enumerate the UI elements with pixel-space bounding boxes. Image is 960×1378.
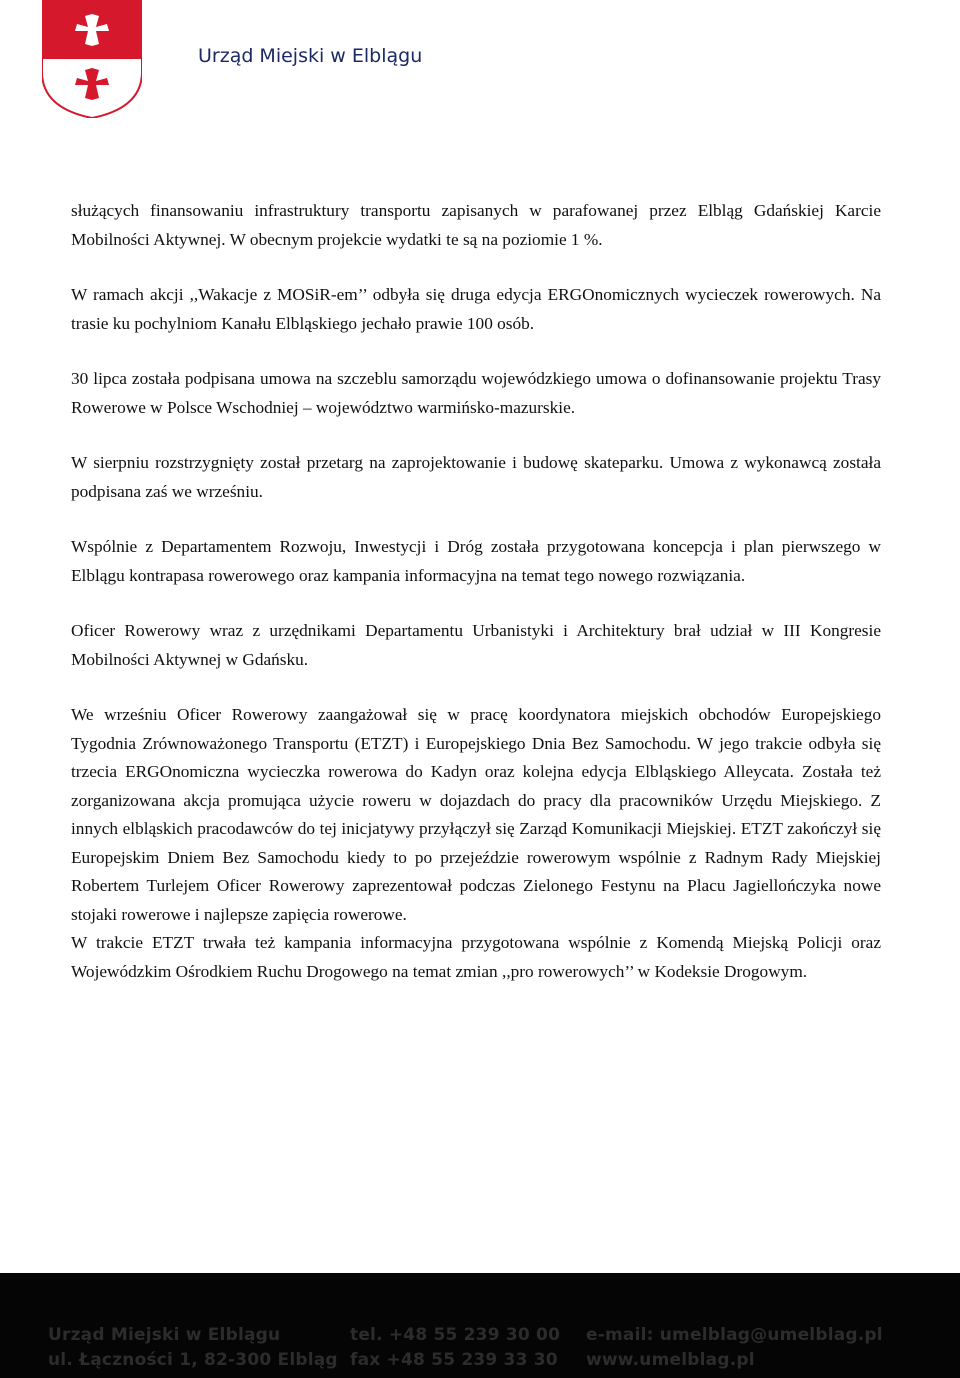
paragraph: W ramach akcji ,,Wakacje z MOSiR-em’’ odbyła się druga edycja ERGOnomicznych wycieczek rowerowych. Na trasie ku pochylniom Kanału Elbląskiego jechało prawie 100 osób. [71,285,881,333]
page-header [0,0,960,140]
document-body [71,197,881,1013]
paragraph: W sierpniu rozstrzygnięty został przetarg na zaprojektowanie i budowę skateparku. Umowa z wykonawcą została podpisana zaś we wrześniu. [71,453,881,501]
footer-phone: tel. +48 55 239 30 00 [350,1325,561,1345]
footer-org-name: Urząd Miejski w Elblągu [48,1325,281,1345]
footer-website: www.umelblag.pl [586,1350,755,1370]
footer-email: e-mail: umelblag@umelblag.pl [586,1325,883,1345]
header-org-name: Urząd Miejski w Elblągu [198,45,423,67]
footer-address: ul. Łączności 1, 82-300 Elbląg [48,1350,338,1370]
paragraph: Oficer Rowerowy wraz z urzędnikami Departamentu Urbanistyki i Architektury brał udział w III Kongresie Mobilności Aktywnej w Gdańsku. [71,621,881,669]
paragraph: służących finansowaniu infrastruktury transportu zapisanych w parafowanej przez Elbląg Gdańskiej Karcie Mobilności Aktywnej. W obecnym projekcie wydatki te są na poziomie 1 %. [71,201,881,249]
city-crest-icon [42,0,142,118]
page-footer [0,1273,960,1378]
paragraph: W trakcie ETZT trwała też kampania informacyjna przygotowana wspólnie z Komendą Miejską Policji oraz Wojewódzkim Ośrodkiem Ruchu Drogowego na temat zmian ,,pro rowerowych’’ w Kodeksie Drogowym. [71,933,881,981]
paragraph: 30 lipca została podpisana umowa na szczeblu samorządu wojewódzkiego umowa o dofinansowanie projektu Trasy Rowerowe w Polsce Wschodniej – województwo warmińsko-mazurskie. [71,369,881,417]
paragraph: Wspólnie z Departamentem Rozwoju, Inwestycji i Dróg została przygotowana koncepcja i plan pierwszego w Elblągu kontrapasa rowerowego oraz kampania informacyjna na temat tego nowego rozwiązania. [71,537,881,585]
footer-fax: fax +48 55 239 33 30 [350,1350,558,1370]
paragraph: We wrześniu Oficer Rowerowy zaangażował się w pracę koordynatora miejskich obchodów Europejskiego Tygodnia Zrównoważonego Transportu (ETZT) i Europejskiego Dnia Bez Samochodu. W jego trakcie odbyła się trzecia ERGOnomiczna wycieczka rowerowa do Kadyn oraz kolejna edycja Elbląskiego Alleycata. Została też zorganizowana akcja promująca użycie roweru w dojazdach do pracy dla pracowników Urzędu Miejskiego. Z innych elbląskich pracodawców do tej inicjatywy przyłączył się Zarząd Komunikacji Miejskiej. ETZT zakończył się Europejskim Dniem Bez Samochodu kiedy to po przejeździe rowerowym wspólnie z Radnym Rady Miejskiej Robertem Turlejem Oficer Rowerowy zaprezentował podczas Zielonego Festynu na Placu Jagiellończyka nowe stojaki rowerowe i najlepsze zapięcia rowerowe. [71,705,881,924]
